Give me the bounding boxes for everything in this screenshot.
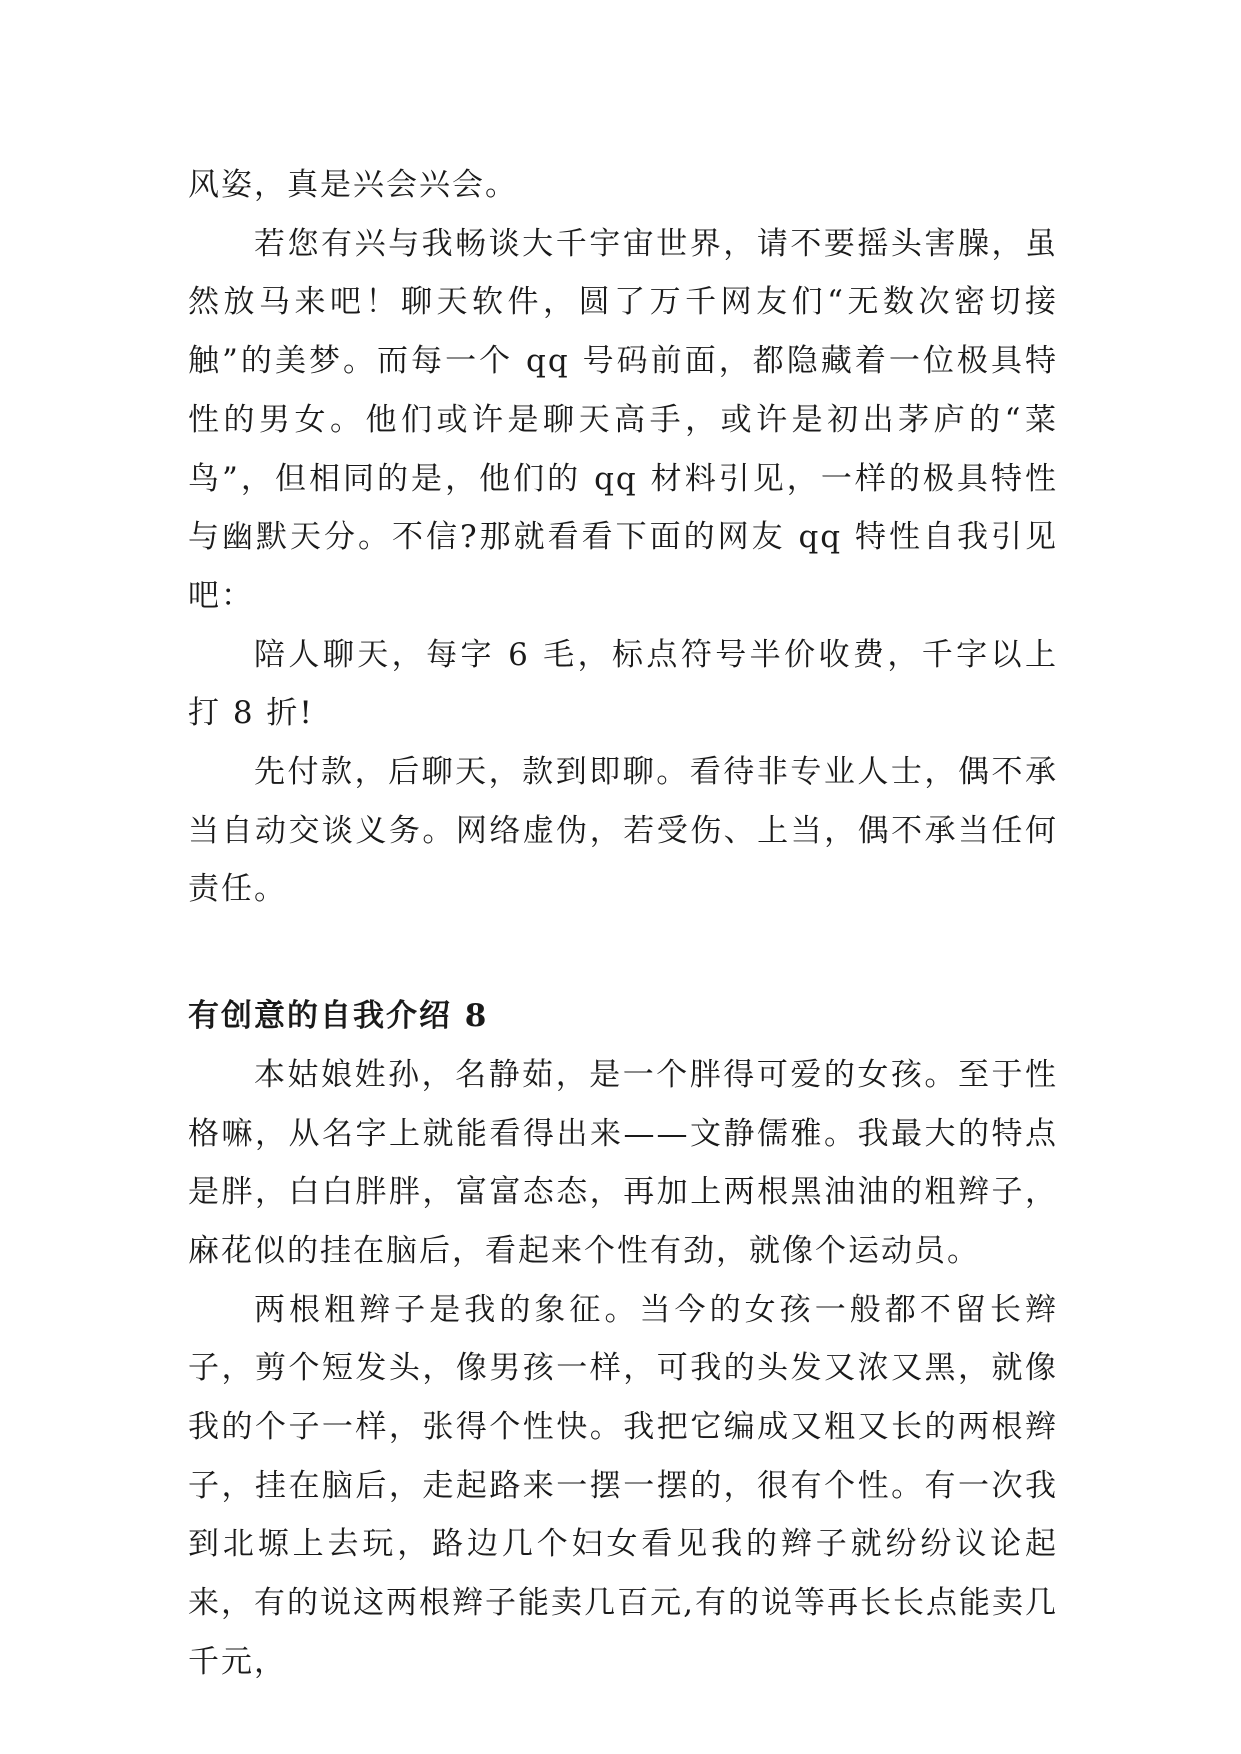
paragraph-chat-invitation: 若您有兴与我畅谈大千宇宙世界，请不要摇头害臊，虽然放马来吧！聊天软件，圆了万千网友们“无数次密切接触”的美梦。而每一个 qq 号码前面，都隐藏着一位极具特性的男女。他们或许是聊天高手，或许是初出茅庐的“菜鸟”，但相同的是，他们的 qq 材料引见，一样的极具特性与幽默天分。不信?那就看看下面的网友 qq 特性自我引见吧： (188, 225, 1058, 614)
paragraph-continuation: 风姿，真是兴会兴会。 (188, 167, 518, 203)
section-heading: 有创意的自我介绍 8 (188, 998, 489, 1035)
document-body (188, 156, 1058, 1692)
paragraph-chat-disclaimer: 先付款，后聊天，款到即聊。看待非专业人士，偶不承当自动交谈义务。网络虚伪，若受伤、上当，偶不承当任何责任。 (188, 754, 1058, 908)
paragraph-chat-pricing: 陪人聊天，每字 6 毛，标点符号半价收费，千字以上打 8 折! (188, 636, 1058, 732)
paragraph-braids: 两根粗辫子是我的象征。当今的女孩一般都不留长辫子，剪个短发头，像男孩一样，可我的头发又浓又黑，就像我的个子一样，张得个性快。我把它编成又粗又长的两根辫子，挂在脑后，走起路来一摆一摆的，很有个性。有一次我到北塬上去玩，路边几个妇女看见我的辫子就纷纷议论起来，有的说这两根辫子能卖几百元,有的说等再长长点能卖几千元， (188, 1291, 1058, 1680)
section-gap (188, 919, 1058, 987)
paragraph-self-description: 本姑娘姓孙，名静茹，是一个胖得可爱的女孩。至于性格嘛，从名字上就能看得出来——文静儒雅。我最大的特点是胖，白白胖胖，富富态态，再加上两根黑油油的粗辫子，麻花似的挂在脑后，看起来个性有劲，就像个运动员。 (188, 1056, 1058, 1269)
